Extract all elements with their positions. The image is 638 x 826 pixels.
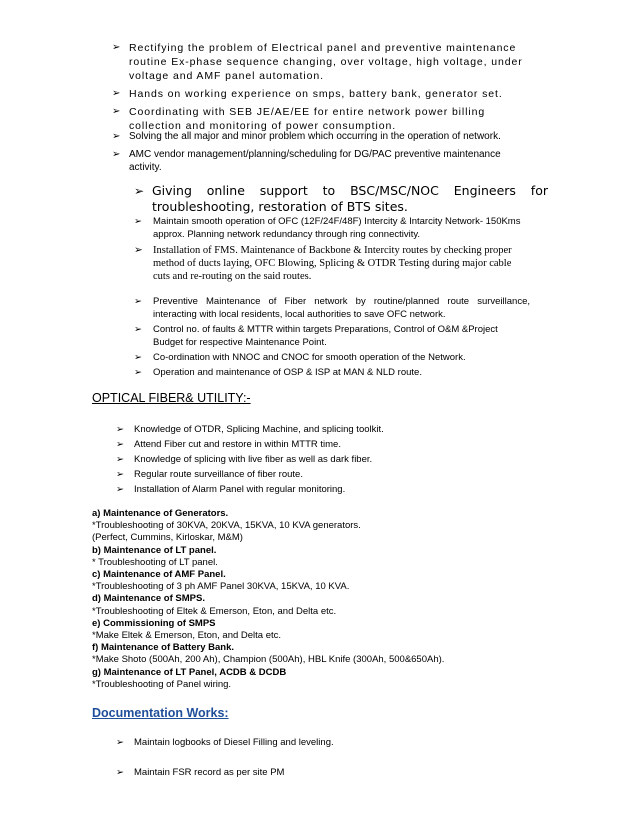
list-item-text: Maintain logbooks of Diesel Filling and leveling. [134, 737, 334, 748]
list-item-text: Maintain FSR record as per site PM [134, 767, 285, 778]
list-item-text: Regular route surveillance of fiber route. [134, 469, 303, 480]
list-item [112, 41, 537, 83]
arrow-bullet-icon: ➢ [112, 42, 121, 53]
maintenance-heading: f) Maintenance of Battery Bank. [92, 642, 234, 654]
arrow-bullet-icon: ➢ [134, 324, 142, 335]
list-item [116, 482, 496, 497]
list-item-text: Preventive Maintenance of Fiber network by routine/planned route surveillance, interacting with local residents, local authorities to save OFC network. [153, 296, 530, 320]
arrow-bullet-icon: ➢ [116, 767, 124, 778]
optical-fiber-heading: OPTICAL FIBER& UTILITY:- [92, 391, 251, 405]
maintenance-section [92, 508, 532, 691]
arrow-bullet-icon: ➢ [112, 106, 121, 117]
arrow-bullet-icon: ➢ [134, 216, 142, 227]
operations-bullet-list [112, 130, 532, 179]
maintenance-heading: a) Maintenance of Generators. [92, 508, 229, 519]
maintenance-heading: d) Maintenance of SMPS. [92, 593, 205, 605]
maintenance-detail: *Troubleshooting of 3 ph AMF Panel 30KVA, 15KVA, 10 KVA. [92, 581, 350, 593]
list-item-text: Knowledge of OTDR, Splicing Machine, and splicing toolkit. [134, 424, 384, 435]
arrow-bullet-icon: ➢ [116, 439, 124, 450]
list-item [116, 437, 496, 452]
optical-fiber-bullet-list [116, 422, 496, 497]
list-item-text: Control no. of faults & MTTR within targets Preparations, Control of O&M &Project Budget for respective Maintenance Point. [153, 324, 498, 348]
list-item-text: AMC vendor management/planning/scheduling for DG/PAC preventive maintenance activity. [129, 149, 501, 173]
maintenance-detail: *Make Shoto (500Ah, 200 Ah), Champion (500Ah), HBL Knife (300Ah, 500&650Ah). [92, 654, 445, 666]
list-item [116, 422, 496, 437]
arrow-bullet-icon: ➢ [134, 244, 143, 256]
list-item [116, 736, 516, 749]
maintenance-detail: * Troubleshooting of LT panel. [92, 556, 218, 568]
list-item [116, 452, 496, 467]
online-support-item [134, 183, 548, 215]
maintenance-detail: *Troubleshooting of 30KVA, 20KVA, 15KVA, 10 KVA generators. [92, 520, 361, 532]
list-item-text: Operation and maintenance of OSP & ISP at MAN & NLD route. [153, 367, 422, 378]
arrow-bullet-icon: ➢ [134, 352, 142, 363]
list-item-text: Installation of Alarm Panel with regular monitoring. [134, 484, 346, 495]
list-item [112, 87, 537, 101]
documentation-bullet-list [116, 736, 516, 796]
maintenance-detail: *Make Eltek & Emerson, Eton, and Delta etc. [92, 630, 282, 642]
electrical-bullet-list [112, 41, 537, 137]
arrow-bullet-icon: ➢ [134, 296, 142, 307]
list-item-text: Installation of FMS. Maintenance of Backbone & Intercity routes by checking proper method of ducts laying, OFC Blowing, Splicing & OTDR Testing during major cable cuts and re-routing on the said routes. [153, 245, 512, 282]
list-item [112, 105, 537, 133]
list-item [112, 148, 532, 174]
arrow-bullet-icon: ➢ [112, 149, 121, 160]
maintenance-heading: b) Maintenance of LT panel. [92, 544, 217, 556]
list-item-text: Hands on working experience on smps, battery bank, generator set. [129, 88, 503, 100]
arrow-bullet-icon: ➢ [116, 469, 124, 480]
list-item-text: Maintain smooth operation of OFC (12F/24F/48F) Intercity & Intarcity Network- 150Kms approx. Planning network redundancy through ring connectivity. [153, 216, 521, 240]
list-item-text: Attend Fiber cut and restore in within MTTR time. [134, 439, 341, 450]
list-item-text: Coordinating with SEB JE/AE/EE for entire network power billing collection and monitoring of power consumption. [129, 106, 486, 132]
maintenance-heading: e) Commissioning of SMPS [92, 617, 216, 629]
documentation-heading: Documentation Works: [92, 706, 229, 720]
list-item [116, 766, 516, 779]
arrow-bullet-icon: ➢ [116, 424, 124, 435]
maintenance-detail: *Troubleshooting of Eltek & Emerson, Eton, and Delta etc. [92, 605, 337, 617]
list-item-text: Giving online support to BSC/MSC/NOC Engineers for troubleshooting, restoration of BTS sites. [152, 183, 548, 214]
list-item [134, 215, 530, 241]
maintenance-heading: c) Maintenance of AMF Panel. [92, 569, 226, 581]
list-item [134, 244, 530, 283]
list-item [112, 130, 532, 143]
arrow-bullet-icon: ➢ [134, 184, 145, 198]
list-item-text: Knowledge of splicing with live fiber as well as dark fiber. [134, 454, 373, 465]
arrow-bullet-icon: ➢ [112, 131, 121, 142]
maintenance-heading: g) Maintenance of LT Panel, ACDB & DCDB [92, 666, 287, 678]
fiber-maintenance-bullet-list [134, 295, 530, 381]
list-item-text: Rectifying the problem of Electrical panel and preventive maintenance routine Ex-phase sequence changing, over voltage, high voltage, under voltage and AMF panel automation. [129, 42, 523, 82]
maintenance-detail: *Troubleshooting of Panel wiring. [92, 678, 232, 690]
list-item [116, 467, 496, 482]
list-item [134, 366, 530, 379]
list-item-text: Solving the all major and minor problem which occurring in the operation of network. [129, 131, 501, 142]
list-item [134, 351, 530, 364]
arrow-bullet-icon: ➢ [116, 484, 124, 495]
list-item-text: Co-ordination with NNOC and CNOC for smooth operation of the Network. [153, 352, 466, 363]
ofc-bullet-list [134, 215, 530, 286]
arrow-bullet-icon: ➢ [116, 454, 124, 465]
list-item [134, 323, 530, 349]
arrow-bullet-icon: ➢ [134, 367, 142, 378]
arrow-bullet-icon: ➢ [116, 737, 124, 748]
maintenance-detail: (Perfect, Cummins, Kirloskar, M&M) [92, 532, 243, 544]
arrow-bullet-icon: ➢ [112, 88, 121, 99]
list-item [134, 295, 530, 321]
